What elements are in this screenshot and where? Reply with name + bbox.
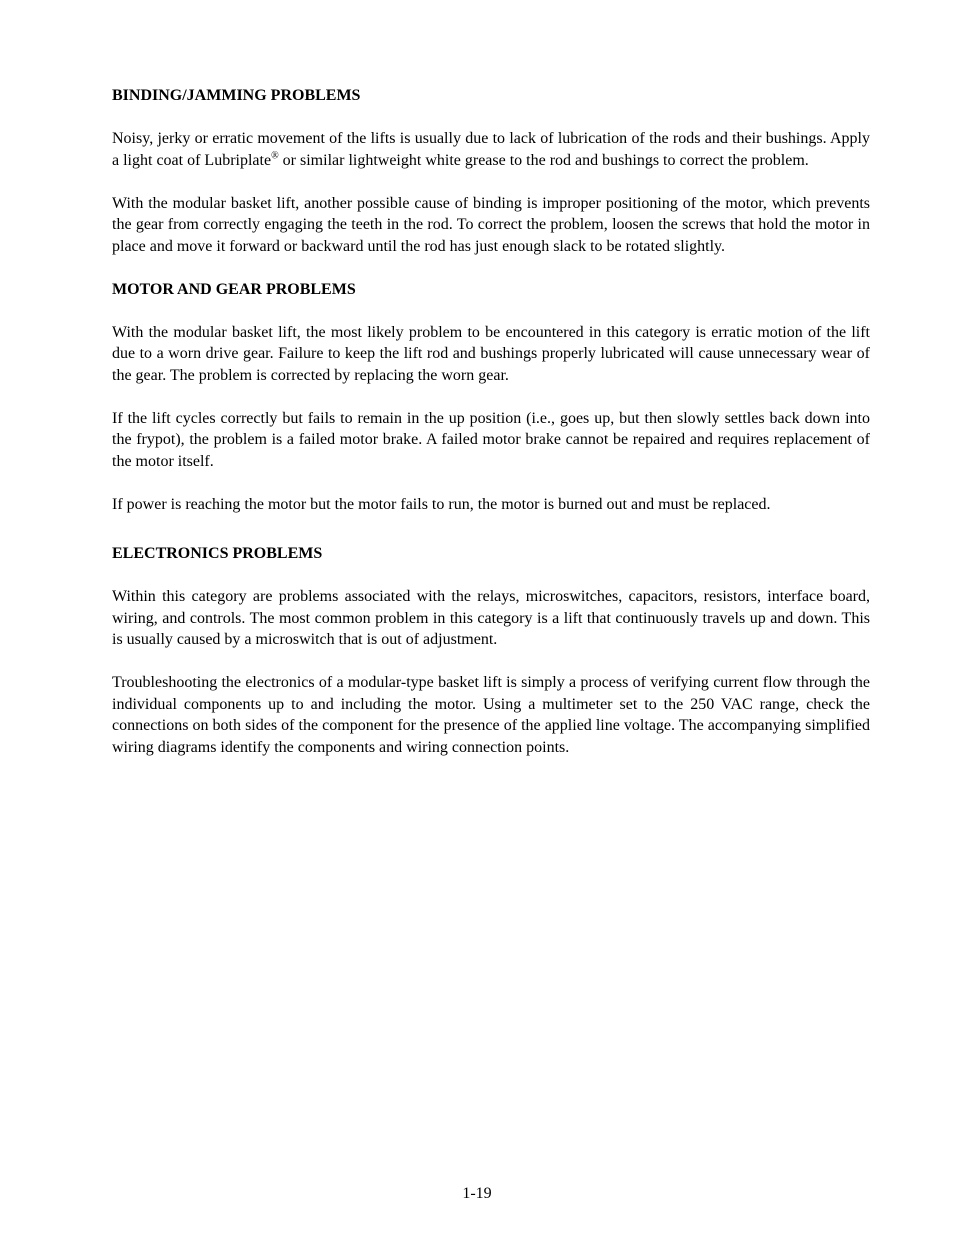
paragraph-motor-brake: If the lift cycles correctly but fails to remain in the up position (i.e., goes up, but then slowly settles back down into the frypot), the problem is a failed motor brake. A failed motor brake cannot be repaired and requires replacement of the motor itself. xyxy=(112,409,870,470)
registered-mark: ® xyxy=(271,150,279,162)
paragraph-worn-drive-gear: With the modular basket lift, the most likely problem to be encountered in this category is erratic motion of the lift due to a worn drive gear. Failure to keep the lift rod and bushings properly lubricated will cause unnecessary wear of the gear. The problem is corrected by replacing the worn gear. xyxy=(112,323,870,384)
paragraph-burned-out-motor: If power is reaching the motor but the motor fails to run, the motor is burned out and must be replaced. xyxy=(112,495,771,513)
page-number: 1-19 xyxy=(462,1185,492,1202)
section-heading-motor-gear: MOTOR AND GEAR PROBLEMS xyxy=(112,280,356,298)
paragraph-lubrication-text-end: or similar lightweight white grease to the rod and bushings to correct the problem. xyxy=(278,151,809,169)
paragraph-lubrication xyxy=(112,128,870,171)
section-heading-electronics: ELECTRONICS PROBLEMS xyxy=(112,545,323,562)
section-heading-binding-jamming: BINDING/JAMMING PROBLEMS xyxy=(112,87,361,104)
page-content xyxy=(112,85,870,758)
paragraph-electronics-overview: Within this category are problems associated with the relays, microswitches, capacitors, resistors, interface board, wiring, and controls. The most common problem in this category is a lift that continuously travels up and down. This is usually caused by a microswitch that is out of adjustment. xyxy=(112,588,870,648)
paragraph-troubleshooting: Troubleshooting the electronics of a modular-type basket lift is simply a process of verifying current flow through the individual components up to and including the motor. Using a multimeter set to the 250 VAC range, check the connections on both sides of the component for the presence of the applied line voltage. The accompanying simplified wiring diagrams identify the components and wiring connection points. xyxy=(112,674,870,756)
paragraph-lubrication-text-start: Noisy, jerky or erratic movement of the lifts is usually due to lack of lubrication of the rods and their bushings. Apply a light coat of Lubriplate xyxy=(112,130,870,169)
paragraph-motor-positioning: With the modular basket lift, another possible cause of binding is improper positioning of the motor, which prevents the gear from correctly engaging the teeth in the rod. To correct the problem, loosen the screws that hold the motor in place and move it forward or backward until the rod has just enough slack to be rotated slightly. xyxy=(112,194,870,255)
